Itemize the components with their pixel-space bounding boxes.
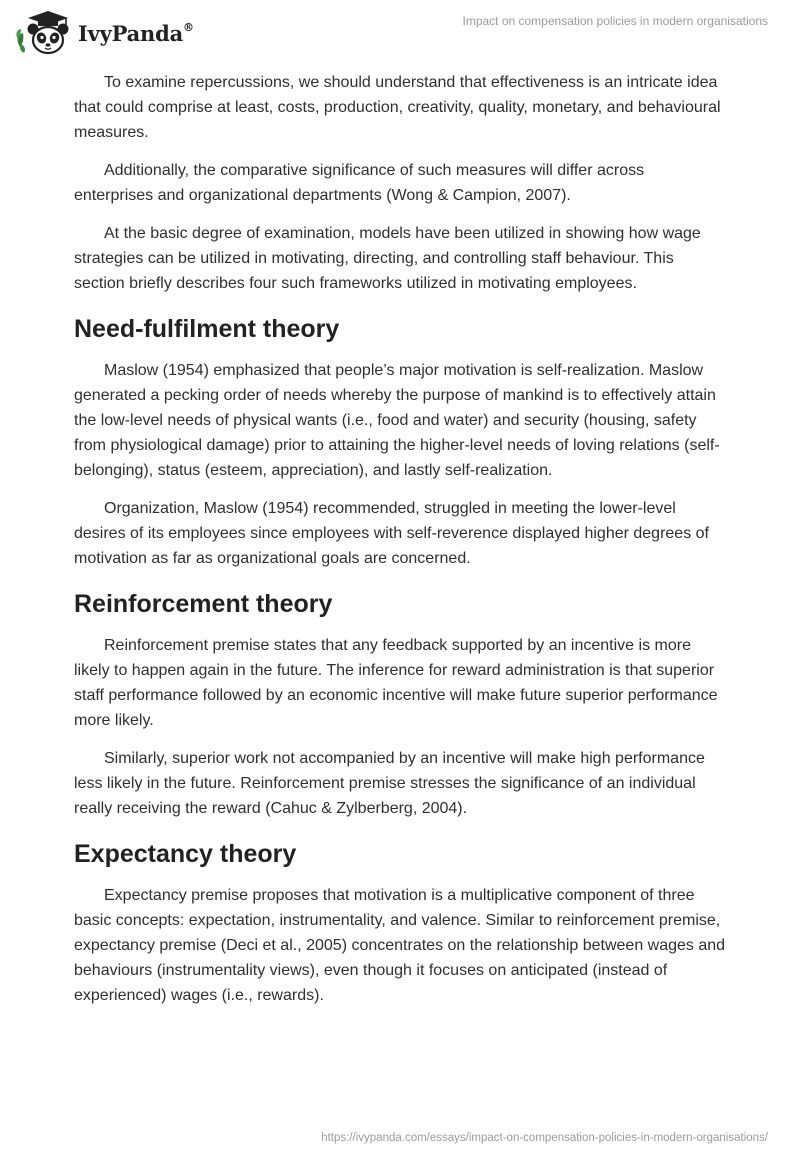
paragraph: At the basic degree of examination, models have been utilized in showing how wage strategies can be utilized in motivating, directing, and controlling staff behaviour. This section briefly describes four such frameworks utilized in motivating employees. — [74, 225, 701, 292]
paragraph: Maslow (1954) emphasized that people’s major motivation is self-realization. Maslow generated a pecking order of needs whereby the purpose of mankind is to effectively attain the low-level needs of physical wants (i.e., food and water) and security (housing, safety from physiological damage) prior to attaining the higher-level needs of loving relations (self-belonging), status (esteem, appreciation), and lastly self-realization. — [74, 362, 720, 479]
paragraph: Organization, Maslow (1954) recommended, struggled in meeting the lower-level desires of its employees since employees with self-reverence displayed higher degrees of motivation as far as organizational goals are concerned. — [74, 500, 709, 567]
ivypanda-logo[interactable] — [14, 8, 194, 58]
section-heading: Need-fulfilment theory — [74, 315, 340, 343]
brand-name: IvyPanda® — [78, 20, 194, 46]
paragraph: To examine repercussions, we should understand that effectiveness is an intricate idea that could comprise at least, costs, production, creativity, quality, monetary, and behavioural measures. — [74, 74, 721, 141]
source-url[interactable]: https://ivypanda.com/essays/impact-on-compensation-policies-in-modern-organisations/ — [321, 1132, 768, 1144]
page-header — [0, 0, 800, 64]
panda-graduate-logo-icon — [14, 9, 72, 57]
section-heading: Reinforcement theory — [74, 590, 333, 618]
paragraph: Reinforcement premise states that any feedback supported by an incentive is more likely to happen again in the future. The inference for reward administration is that superior staff performance followed by an economic incentive will make future superior performance more likely. — [74, 637, 718, 729]
article-body — [74, 70, 726, 1021]
document-title: Impact on compensation policies in modern organisations — [462, 14, 768, 28]
paragraph: Expectancy premise proposes that motivation is a multiplicative component of three basic concepts: expectation, instrumentality, and valence. Similar to reinforcement premise, expectancy premise (Deci et al., 2005) concentrates on the relationship between wages and behaviours (instrumentality views), even though it focuses on anticipated (instead of experienced) wages (i.e., rewards). — [74, 887, 726, 1004]
section-heading: Expectancy theory — [74, 840, 297, 868]
paragraph: Similarly, superior work not accompanied by an incentive will make high performance less likely in the future. Reinforcement premise stresses the significance of an individual really receiving the reward (Cahuc & Zylberberg, 2004). — [74, 750, 705, 817]
paragraph: Additionally, the comparative significance of such measures will differ across enterprises and organizational departments (Wong & Campion, 2007). — [74, 162, 645, 204]
